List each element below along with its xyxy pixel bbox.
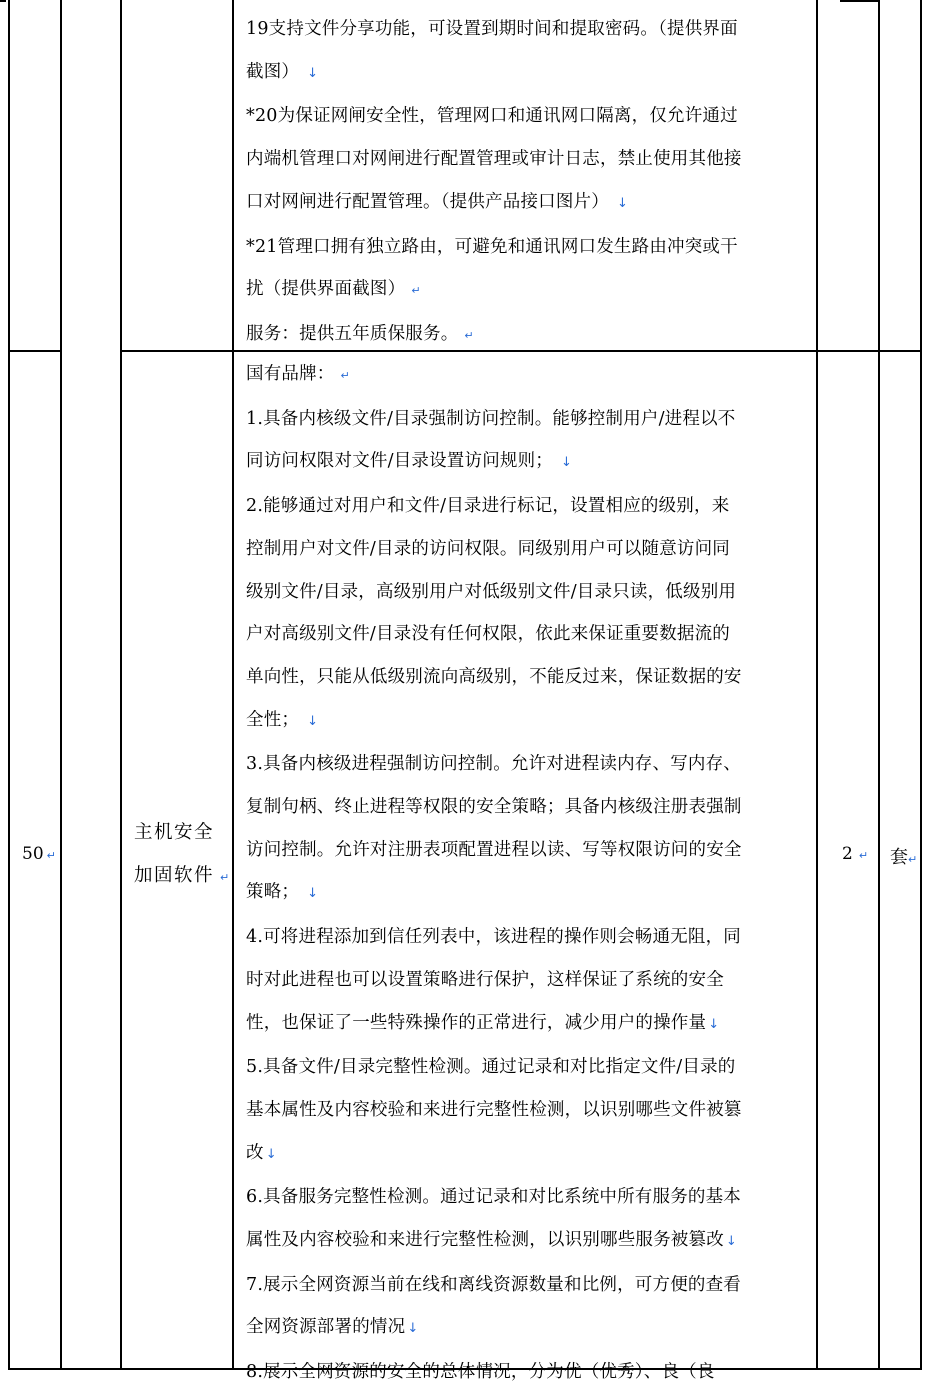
product-name-line: 主机安全 [134, 822, 215, 843]
cell-end-mark-icon: ↵ [411, 284, 421, 298]
paragraph-mark-icon: ↓ [265, 1146, 277, 1162]
quantity: 2 ↵ [842, 844, 869, 864]
row-divider [8, 350, 60, 352]
spec-line: 同访问权限对文件/目录设置访问规则； ↓ [246, 451, 573, 472]
paragraph-mark-icon: ↓ [407, 1321, 419, 1337]
row-50-spec [246, 353, 742, 1394]
product-name [134, 812, 231, 899]
spec-line: 改 ↓ [246, 1142, 277, 1163]
table-top-border-left [0, 0, 6, 2]
spec-line: 截图） ↓ [246, 61, 319, 82]
spec-line: 时对此进程也可以设置策略进行保护，这样保证了系统的安全 [246, 969, 724, 990]
spec-line: 19支持文件分享功能，可设置到期时间和提取密码。（提供界面 [246, 19, 738, 39]
paragraph-mark-icon: ↓ [307, 886, 319, 902]
border-right [920, 0, 922, 1370]
spec-line: 全网资源部署的情况 ↓ [246, 1317, 419, 1338]
unit: 套↵ [890, 847, 918, 868]
spec-line: 国有品牌： ↵ [246, 364, 350, 384]
spec-line: 基本属性及内容校验和来进行完整性检测，以识别哪些文件被篡 [246, 1099, 742, 1120]
spec-line: *20为保证网闸安全性，管理网口和通讯网口隔离，仅允许通过 [246, 106, 738, 127]
border-col4 [816, 0, 818, 1370]
spec-line: 8.展示全网资源的安全的总体情况，分为优（优秀）、良（良 [246, 1362, 715, 1383]
spec-line: 2.能够通过对用户和文件/目录进行标记，设置相应的级别，来 [246, 496, 730, 517]
paragraph-mark-icon: ↓ [561, 455, 573, 471]
spec-line: 1.具备内核级文件/目录强制访问控制。能够控制用户/进程以不 [246, 408, 736, 429]
border-col5 [878, 0, 880, 1370]
spec-line: 户对高级别文件/目录没有任何权限，依此来保证重要数据流的 [246, 624, 730, 645]
border-left [8, 0, 10, 1370]
spec-line: 单向性，只能从低级别流向高级别，不能反过来，保证数据的安 [246, 666, 742, 687]
cell-end-mark-icon: ↵ [464, 328, 474, 342]
spec-line: 扰（提供界面截图） ↵ [246, 279, 421, 300]
spec-line: 复制句柄、终止进程等权限的安全策略；具备内核级注册表强制 [246, 797, 742, 818]
spec-line: 7.展示全网资源当前在线和离线资源数量和比例，可方便的查看 [246, 1274, 741, 1295]
border-col2 [120, 0, 122, 1370]
cell-end-mark-icon: ↵ [220, 870, 231, 884]
paragraph-mark-icon: ↓ [307, 65, 319, 81]
product-name-line: 加固软件 ↵ [134, 864, 231, 886]
spec-line: 内端机管理口对网闸进行配置管理或审计日志，禁止使用其他接 [246, 149, 742, 170]
cell-end-mark-icon: ↵ [908, 853, 918, 866]
paragraph-mark-icon: ↓ [708, 1016, 720, 1032]
spec-line: 服务：提供五年质保服务。 ↵ [246, 323, 474, 344]
spec-line: 策略； ↓ [246, 882, 319, 903]
row-number: 50 ↵ [22, 844, 56, 864]
spec-line: 4.可将进程添加到信任列表中，该进程的操作则会畅通无阻，同 [246, 927, 741, 948]
spec-line: 属性及内容校验和来进行完整性检测，以识别哪些服务被篡改 ↓ [246, 1230, 737, 1251]
spec-line: 5.具备文件/目录完整性检测。通过记录和对比指定文件/目录的 [246, 1057, 736, 1078]
cell-end-mark-icon: ↵ [46, 849, 56, 862]
spec-line: 控制用户对文件/目录的访问权限。同级别用户可以随意访问同 [246, 538, 730, 559]
spec-line: 6.具备服务完整性检测。通过记录和对比系统中所有服务的基本 [246, 1187, 741, 1208]
spec-line: *21管理口拥有独立路由，可避免和通讯网口发生路由冲突或干 [246, 236, 738, 257]
paragraph-mark-icon: ↓ [616, 195, 629, 211]
table-top-border-right [840, 0, 880, 2]
border-col3 [232, 0, 234, 1370]
paragraph-mark-icon: ↓ [307, 713, 319, 729]
cell-end-mark-icon: ↵ [340, 369, 350, 382]
spec-line: 级别文件/目录，高级别用户对低级别文件/目录只读，低级别用 [246, 581, 737, 602]
spec-line: 3.具备内核级进程强制访问控制。允许对进程读内存、写内存、 [246, 754, 741, 775]
paragraph-mark-icon: ↓ [725, 1234, 737, 1250]
cell-end-mark-icon: ↵ [858, 849, 869, 862]
spec-line: 口对网闸进行配置管理。（提供产品接口图片） ↓ [246, 191, 629, 212]
spec-line: 全性； ↓ [246, 709, 319, 730]
border-col1 [60, 0, 62, 1370]
spec-line: 性，也保证了一些特殊操作的正常进行，减少用户的操作量 ↓ [246, 1012, 720, 1033]
top-row-spec [246, 8, 742, 358]
spec-line: 访问控制。允许对注册表项配置进程以读、写等权限访问的安全 [246, 839, 742, 860]
